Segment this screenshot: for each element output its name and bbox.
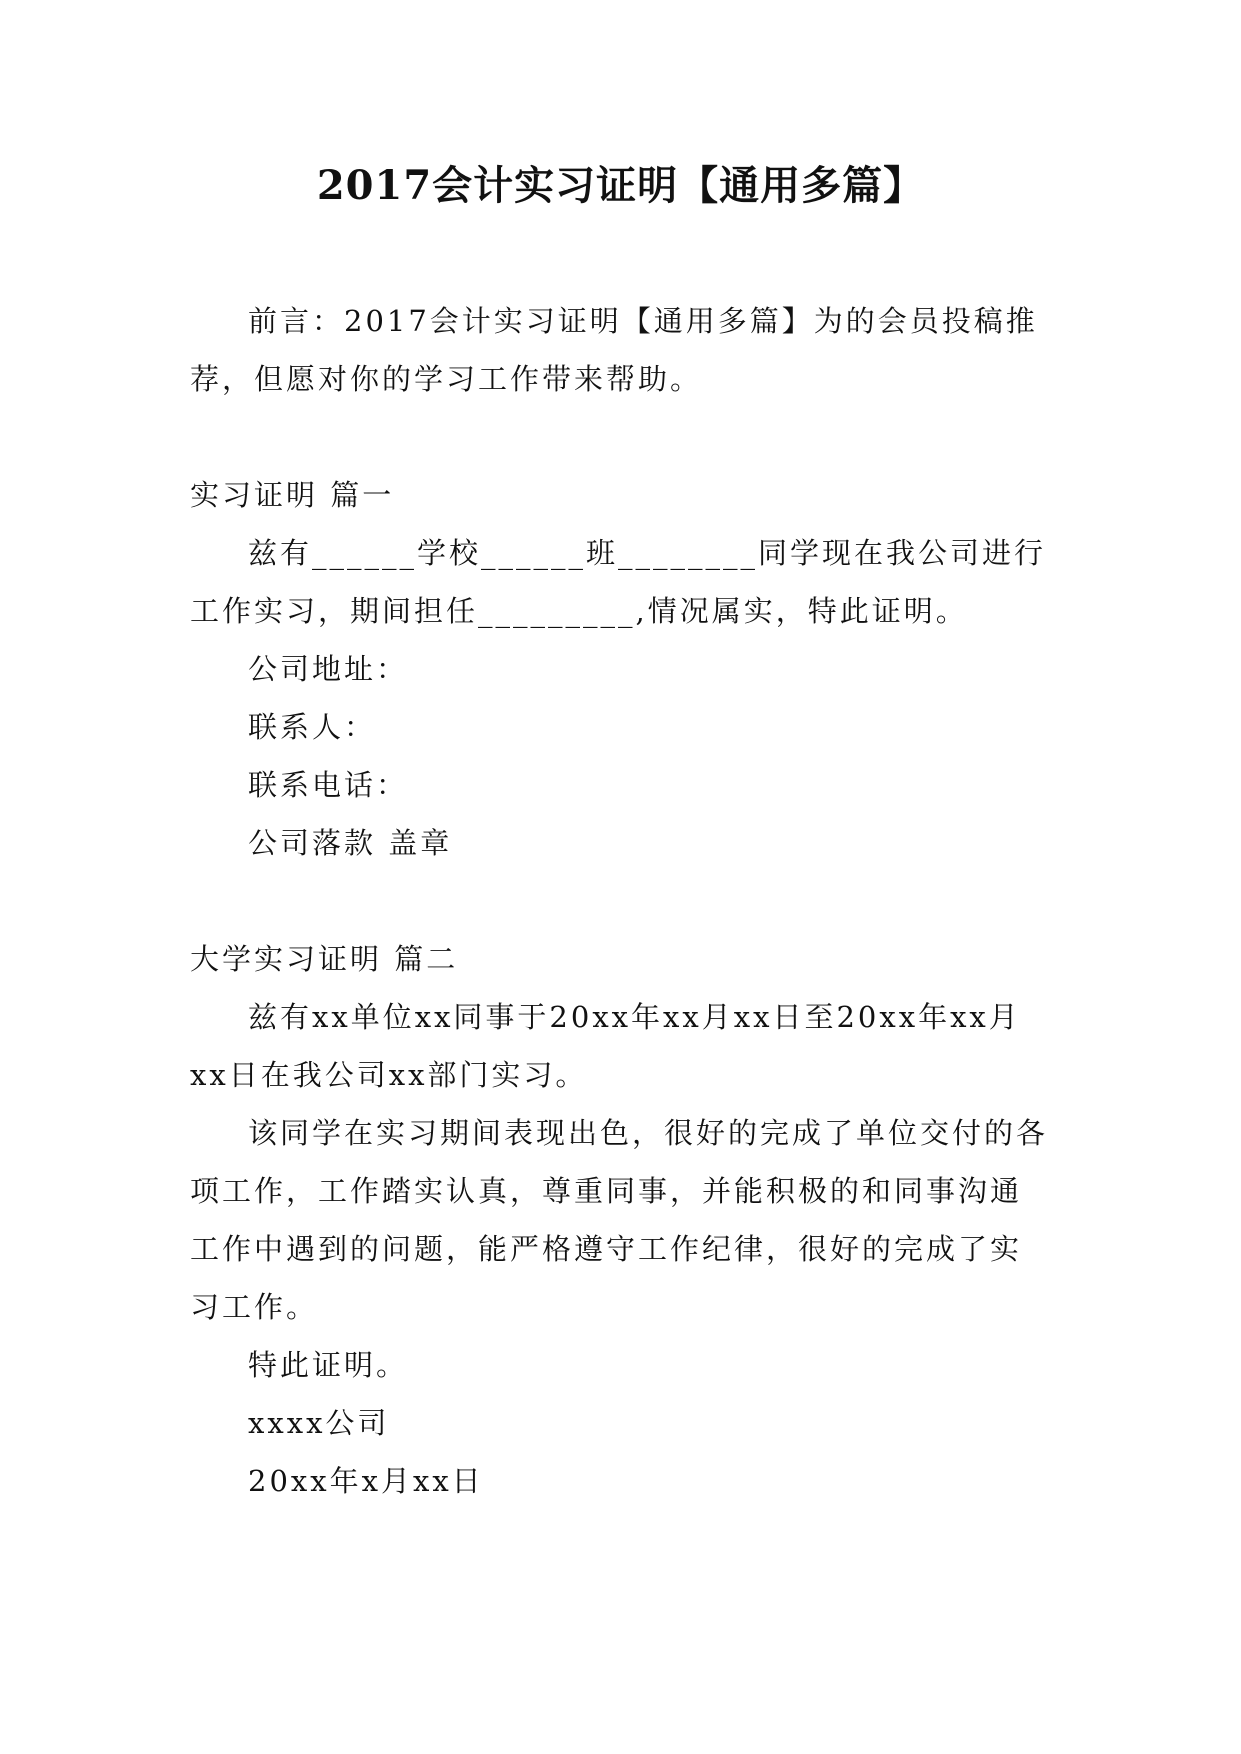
section2-paragraph-2: 该同学在实习期间表现出色，很好的完成了单位交付的各项工作，工作踏实认真，尊重同事，并能积极的和同事沟通工作中遇到的问题，能严格遵守工作纪律，很好的完成了实习工作。 — [190, 1116, 1049, 1324]
preface-paragraph: 前言：2017会计实习证明【通用多篇】为的会员投稿推荐，但愿对你的学习工作带来帮助。 — [190, 304, 1038, 396]
company-signature: xxxx公司 — [248, 1406, 390, 1440]
section2-paragraph-1: 兹有xx单位xx同事于20xx年xx月xx日至20xx年xx月xx日在我公司xx部门实习。 — [190, 1000, 1021, 1092]
contact-person-label: 联系人： — [248, 710, 377, 744]
section-heading-1: 实习证明 篇一 — [190, 478, 395, 512]
contact-phone-label: 联系电话： — [248, 768, 409, 802]
section-heading-2: 大学实习证明 篇二 — [190, 942, 459, 976]
section1-paragraph: 兹有______学校______班________同学现在我公司进行工作实习，期间担任_________,情况属实，特此证明。 — [190, 536, 1047, 628]
company-address-label: 公司地址： — [248, 652, 409, 686]
blank-line — [190, 408, 1050, 466]
company-stamp-label: 公司落款 盖章 — [248, 826, 453, 860]
signature-date: 20xx年x月xx日 — [248, 1464, 484, 1498]
document-body — [190, 292, 1050, 1510]
document-title: 2017会计实习证明【通用多篇】 — [316, 162, 925, 209]
closing-statement: 特此证明。 — [248, 1348, 409, 1382]
blank-line — [190, 872, 1050, 930]
